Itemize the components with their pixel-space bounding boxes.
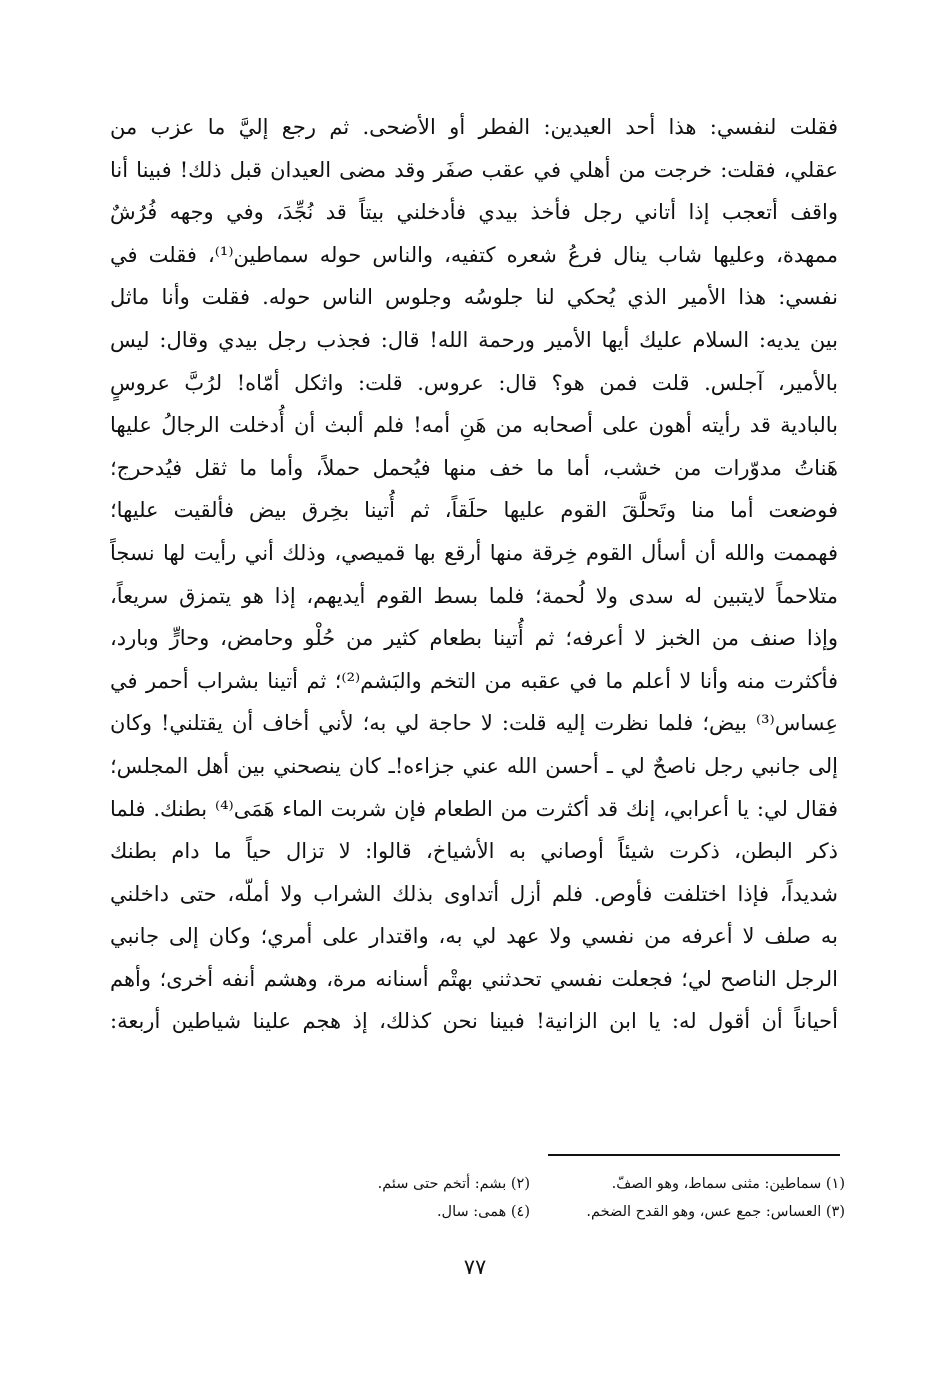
page-number: ٧٧ (463, 1255, 487, 1279)
footnote-1: (١) سماطين: مثنى سماط، وهو الصفّ. (611, 1176, 845, 1192)
footnotes (300, 1170, 845, 1226)
text-line: واقف أتعجب إذا أتاني رجل فأخذ بيدي فأدخلني بيتاً قد نُجِّدَ، وفي وجهه فُرُشٌ (110, 200, 838, 225)
text-line: فوضعت أما منا وتَحلَّقَ القوم عليها حلَقاً، ثم أُتينا بخِرق بيض فألقيت عليها؛ (110, 498, 838, 523)
text-line: شديداً، فإذا اختلفت فأوص. فلم أزل أتداوى بذلك الشراب ولا أملّه، حتى داخلني (110, 881, 838, 906)
text-line: فأكثرت منه وأنا لا أعلم ما في عقبه من التخم والبَشم⁽²⁾؛ ثم أتينا بشراب أحمر في (110, 668, 838, 693)
footnote-row (300, 1170, 845, 1198)
footnote-2: (٢) بشم: أتخم حتى سئم. (377, 1176, 530, 1192)
text-line: هَناتُ مدوّرات من خشب، أما ما خف منها فيُحمل حملاً، وأما ما ثقل فيُدحرج؛ (110, 455, 838, 480)
footnote-3: (٣) العساس: جمع عس، وهو القدح الضخم. (586, 1204, 845, 1220)
text-line: الرجل الناصح لي؛ فجعلت نفسي تحدثني بهتْم أسنانه مرة، وهشم أنفه أخرى؛ وأهم (110, 966, 838, 991)
text-line: ممهدة، وعليها شاب ينال فرعُ شعره كتفيه، والناس حوله سماطين⁽¹⁾، فقلت في (110, 242, 838, 267)
main-text-block (110, 106, 838, 1043)
text-line: أحياناً أن أقول له: يا ابن الزانية! فبينا نحن كذلك، إذ هجم علينا شياطين أربعة: (110, 1009, 838, 1034)
text-line: فقلت لنفسي: هذا أحد العيدين: الفطر أو الأضحى. ثم رجع إليَّ ما عزب من (110, 115, 838, 139)
text-line: عقلي، فقلت: خرجت من أهلي في عقب صفَر وقد مضى العيدان قبل ذلك! فبينا أنا (110, 157, 838, 182)
text-line: إلى جانبي رجل ناصحٌ لي ـ أحسن الله عني جزاءه!ـ كان ينصحني بين أهل المجلس؛ (110, 753, 838, 778)
footnote-separator (548, 1154, 840, 1156)
footnote-row (300, 1198, 845, 1226)
text-line: فقال لي: يا أعرابي، إنك قد أكثرت من الطعام فإن شربت الماء هَمَى⁽⁴⁾ بطنك. فلما (110, 796, 838, 821)
text-line: بالبادية قد رأيته أهون على أصحابه من هَنِ أمه! فلم ألبث أن أُدخلت الرجالُ عليها (110, 413, 838, 438)
text-line: به صلف لا أعرفه من نفسي ولا عهد لي به، واقتدار على أمري؛ وكان إلى جانبي (110, 924, 838, 949)
text-line: بالأمير، آجلس. قلت فمن هو؟ قال: عروس. قلت: واثكل أمّاه! لرُبَّ عروسٍ (110, 370, 838, 395)
text-line: فهممت والله أن أسأل القوم خِرقة منها أرقع بها قميصي، وذلك أني رأيت لها نسجاً (110, 540, 838, 565)
text-line: متلاحماً لايتبين له سدى ولا لُحمة؛ فلما بسط القوم أيديهم، إذا هو يتمزق سريعاً، (110, 583, 838, 608)
footnote-4: (٤) همى: سال. (436, 1204, 530, 1220)
text-line: بين يديه: السلام عليك أيها الأمير ورحمة الله! قال: فجذب رجل بيدي وقال: ليس (110, 327, 838, 352)
text-line: وإذا صنف من الخبز لا أعرفه؛ ثم أُتينا بطعام كثير من حُلْو وحامض، وحارٍّ وبارد، (110, 626, 838, 651)
text-line: نفسي: هذا الأمير الذي يُحكي لنا جلوسُه وجلوس الناس حوله. فقلت وأنا ماثل (110, 285, 838, 310)
text-line: ذكر البطن، ذكرت شيئاً أوصاني به الأشياخ، قالوا: لا تزال حياً ما دام بطنك (110, 839, 838, 864)
text-line: عِساس⁽³⁾ بيض؛ فلما نظرت إليه قلت: لا حاجة لي به؛ لأني أخاف أن يقتلني! وكان (110, 711, 838, 736)
